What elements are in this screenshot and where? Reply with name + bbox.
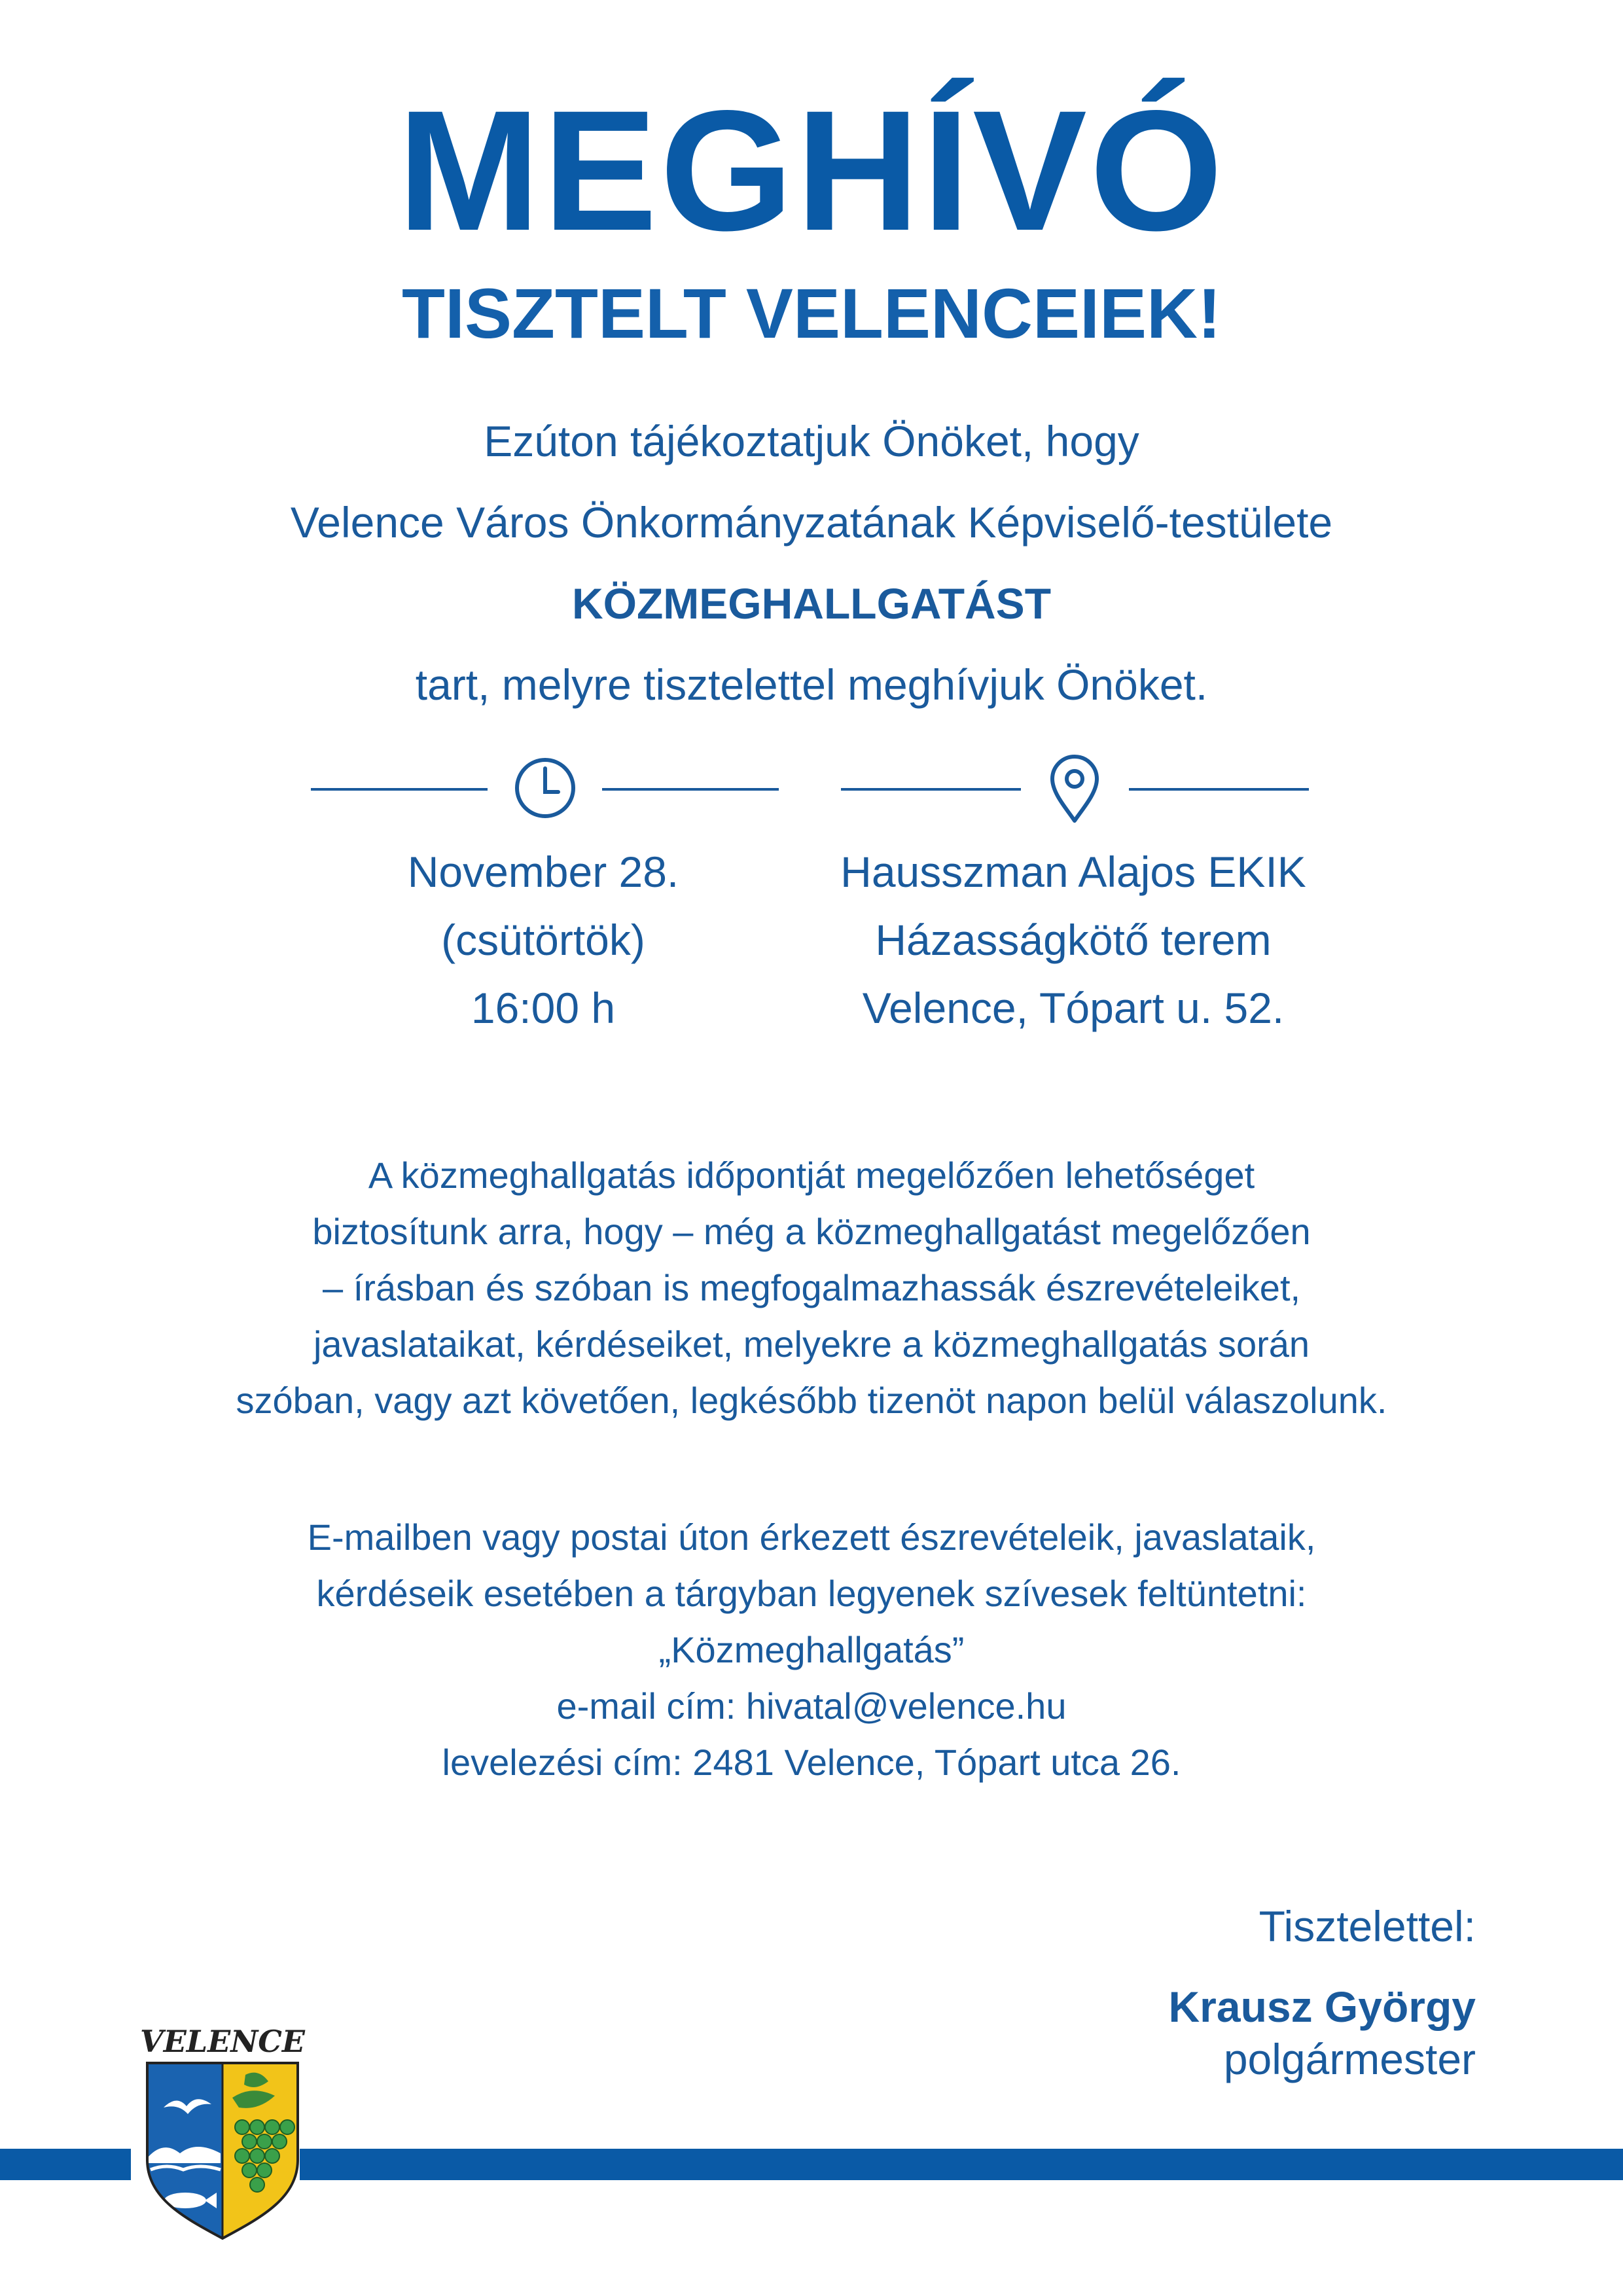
contact-paragraph [0, 1509, 1623, 1791]
contact-email: e-mail cím: hivatal@velence.hu [556, 1685, 1067, 1727]
event-time: 16:00 h [471, 984, 616, 1032]
event-weekday: (csütörtök) [441, 916, 645, 964]
signature-greeting: Tisztelettel: [1258, 1902, 1476, 1950]
info-line: biztosítunk arra, hogy – még a közmeghallgatást megelőzően [312, 1211, 1311, 1252]
event-address: Velence, Tópart u. 52. [862, 984, 1285, 1032]
event-venue: Hausszman Alajos EKIK [840, 848, 1306, 896]
event-name: KÖZMEGHALLGATÁST [571, 579, 1052, 628]
footer-bar-right [300, 2149, 1623, 2180]
contact-subject: „Közmeghallgatás” [658, 1629, 965, 1670]
event-location-block [779, 838, 1368, 1042]
intro-line: Ezúton tájékoztatjuk Önöket, hogy [484, 417, 1139, 465]
info-line: javaslataikat, kérdéseiket, melyekre a közmeghallgatás során [313, 1323, 1310, 1365]
clock-icon [512, 755, 578, 821]
contact-postal-address: levelezési cím: 2481 Velence, Tópart utca 26. [442, 1742, 1181, 1783]
footer-bar-left [0, 2149, 131, 2180]
intro-line: Velence Város Önkormányzatának Képviselő-testülete [290, 498, 1333, 547]
greeting-heading: TISZTELT VELENCEIEK! [401, 274, 1222, 353]
location-divider [841, 753, 1309, 825]
signature-name: Krausz György [1168, 1982, 1476, 2031]
divider-line [1129, 788, 1309, 791]
event-time-block [281, 838, 805, 1042]
divider-line [602, 788, 779, 791]
velence-coat-of-arms-icon [134, 2022, 311, 2245]
divider-line [311, 788, 488, 791]
page-title: MEGHÍVÓ [397, 75, 1226, 266]
info-line: szóban, vagy azt követően, legkésőbb tizenöt napon belül válaszolunk. [236, 1380, 1387, 1421]
time-divider [311, 753, 779, 825]
intro-paragraph [0, 401, 1623, 725]
location-pin-icon [1048, 753, 1101, 825]
contact-line: E-mailben vagy postai úton érkezett észrevételeik, javaslataik, [307, 1516, 1316, 1558]
intro-line: tart, melyre tisztelettel meghívjuk Önöket. [415, 660, 1208, 709]
info-line: A közmeghallgatás időpontját megelőzően lehetőséget [368, 1155, 1255, 1196]
crest-label: VELENCE [140, 2024, 305, 2059]
event-room: Házasságkötő terem [875, 916, 1272, 964]
signature-title: polgármester [1223, 2035, 1476, 2083]
event-date: November 28. [407, 848, 679, 896]
divider-line [841, 788, 1021, 791]
info-line: – írásban és szóban is megfogalmazhassák észrevételeiket, [322, 1267, 1301, 1308]
info-paragraph [0, 1147, 1623, 1429]
contact-line: kérdéseik esetében a tárgyban legyenek szívesek feltüntetni: [316, 1573, 1307, 1614]
